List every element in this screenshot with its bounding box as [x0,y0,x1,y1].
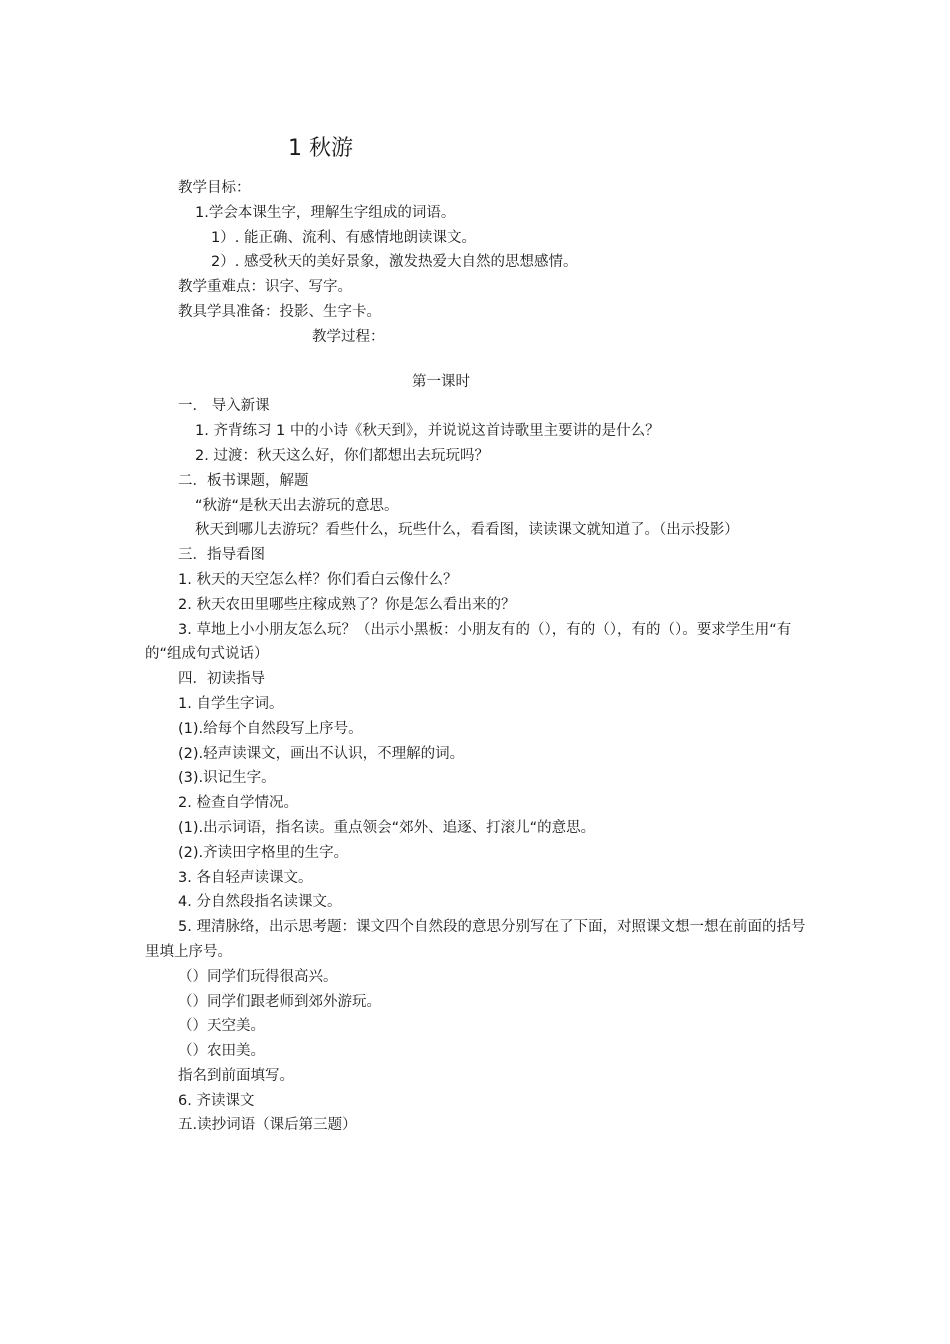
list-subitem: (3).识记生字。 [178,770,276,787]
teaching-aids: 教具学具准备：投影、生字卡。 [178,303,381,320]
lesson-plan-body [145,176,807,1138]
key-points: 教学重难点：识字、写字。 [178,279,352,296]
lesson-period-heading: 第一课时 [412,373,470,390]
list-subitem: (2).轻声读课文，画出不认识，不理解的词。 [178,745,465,762]
goal-subitem: 2）. 感受秋天的美好景象，激发热爱大自然的思想感情。 [211,254,578,271]
list-item: 4. 分自然段指名读课文。 [178,894,342,911]
list-item: 2. 秋天农田里哪些庄稼成熟了？你是怎么看出来的？ [178,596,516,613]
ordering-item: （）天空美。 [178,1018,265,1035]
ordering-item: （）同学们玩得很高兴。 [178,968,338,985]
list-item: 2. 检查自学情况。 [178,795,298,812]
paragraph: “秋游“是秋天出去游玩的意思。 [195,497,399,514]
list-item: 3. 各自轻声读课文。 [178,869,313,886]
list-item: 3. 草地上小小朋友怎么玩？（出示小黑板：小朋友有的（），有的（），有的（）。要求学生用“有的“组成句式说话） [145,621,792,663]
list-subitem: (1).出示词语，指名读。重点领会“郊外、追逐、打滚儿“的意思。 [178,819,596,836]
section-heading-goals: 教学目标： [178,180,251,196]
goal-item: 1.学会本课生字，理解生字组成的词语。 [195,204,456,221]
list-item: 1. 秋天的天空怎么样？你们看白云像什么？ [178,571,458,588]
list-item: 5. 理清脉络，出示思考题：课文四个自然段的意思分别写在了下面，对照课文想一想在前面的括号里填上序号。 [145,919,806,960]
part-heading-5: 五.读抄词语（课后第三题） [178,1117,357,1134]
list-subitem: (2).齐读田字格里的生字。 [178,844,349,861]
ordering-item: （）同学们跟老师到郊外游玩。 [178,993,381,1010]
section-heading-process: 教学过程： [312,328,385,345]
list-item: 1. 自学生字词。 [178,695,284,712]
ordering-item: （）农田美。 [178,1043,265,1060]
list-subitem: (1).给每个自然段写上序号。 [178,720,363,737]
part-heading-4: 四．初读指导 [178,671,265,688]
list-item: 2. 过渡：秋天这么好，你们都想出去玩玩吗？ [195,447,489,464]
paragraph: 秋天到哪儿去游玩？看些什么，玩些什么，看看图，读读课文就知道了。（出示投影） [195,522,739,539]
list-item: 6. 齐读课文 [178,1092,255,1109]
paragraph: 指名到前面填写。 [178,1067,294,1084]
part-heading-1: 一． 导入新课 [178,398,270,415]
lesson-title: 1 秋游 [288,136,353,161]
list-item: 1. 齐背练习 1 中的小诗《秋天到》，并说说这首诗歌里主要讲的是什么？ [195,423,660,440]
goal-subitem: 1）. 能正确、流利、有感情地朗读课文。 [211,229,476,246]
part-heading-2: 二．板书课题，解题 [178,472,309,489]
part-heading-3: 三．指导看图 [178,547,265,564]
